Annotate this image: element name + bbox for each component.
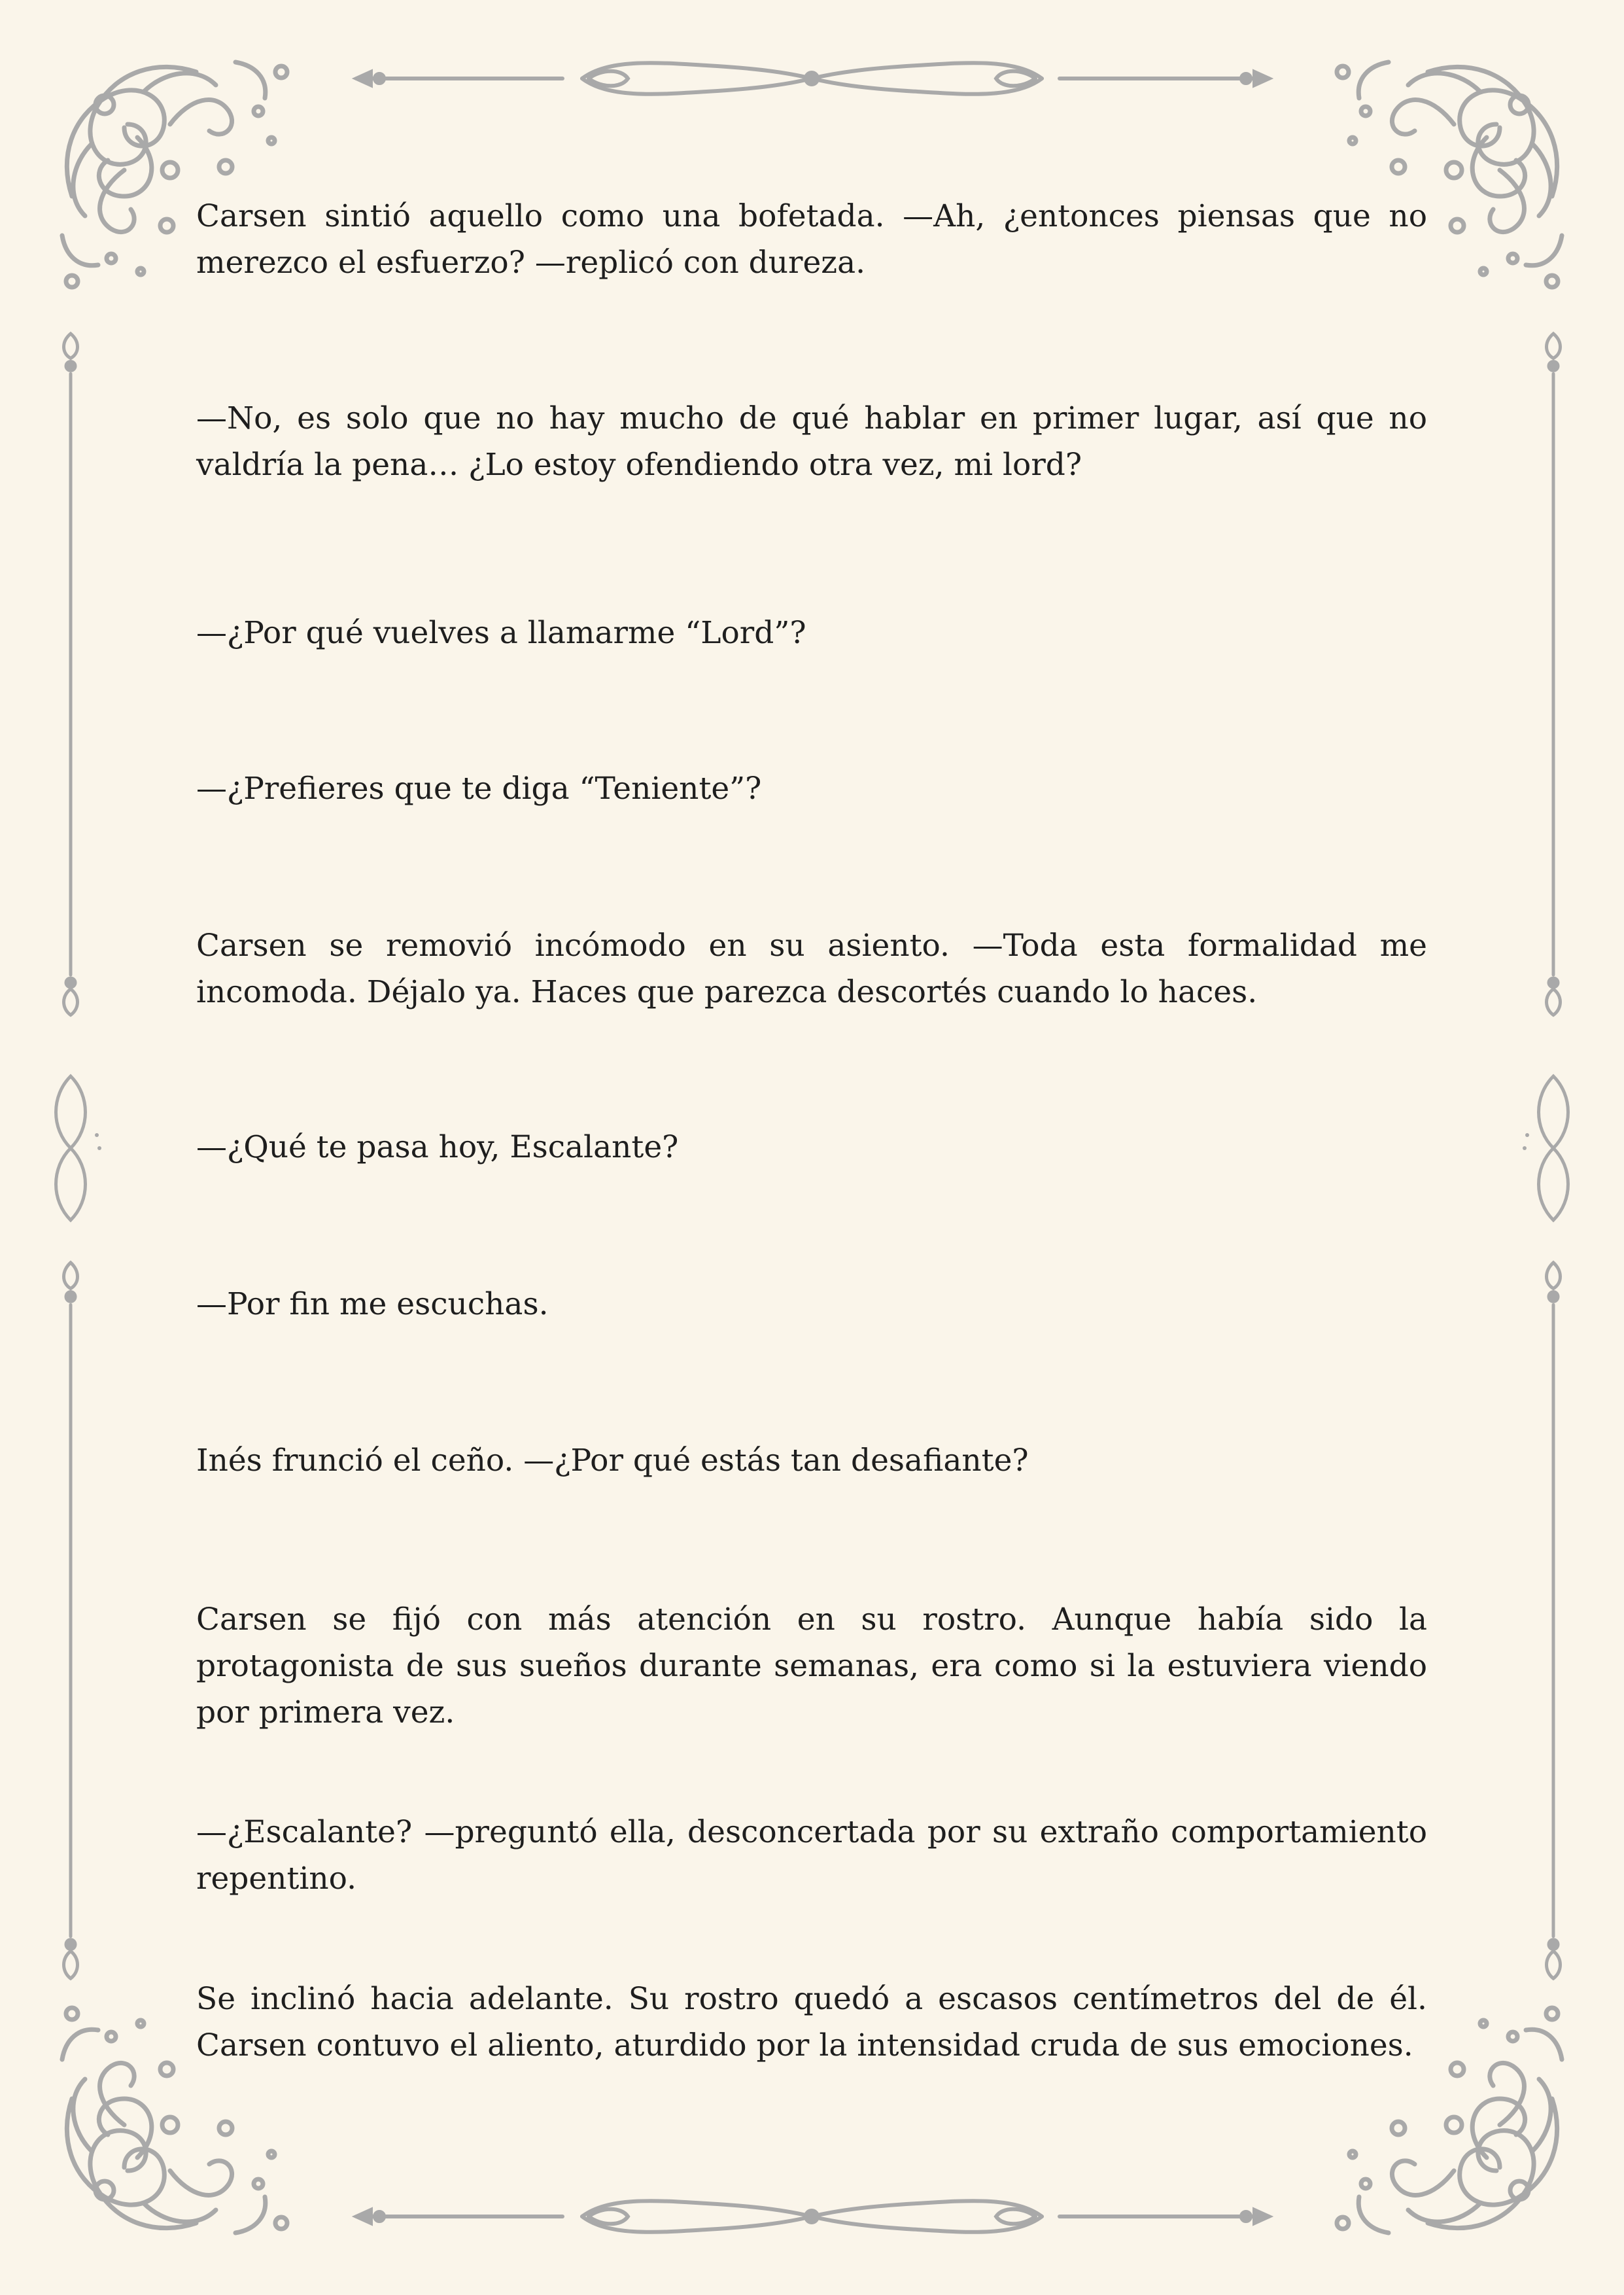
paragraph-6: —¿Qué te pasa hoy, Escalante? (196, 1129, 679, 1165)
right-infinity-ornament (1539, 1076, 1568, 1220)
left-infinity-ornament (56, 1076, 86, 1220)
right-rule-upper (1547, 334, 1561, 1015)
paragraph-2: —No, es solo que no hay mucho de qué hablar en primer lugar, así que no valdría la pena… ¿Lo estoy ofendiendo otra vez, mi lord? (196, 400, 1427, 483)
left-rule-upper (64, 334, 78, 1015)
paragraph-3: —¿Por qué vuelves a llamarme “Lord”? (196, 615, 806, 651)
paragraph-9: Carsen se fijó con más atención en su rostro. Aunque había sido la protagonista de sus sueños durante semanas, era como si la estuviera viendo por primera vez. (196, 1602, 1427, 1730)
bottom-ornament (356, 2201, 1269, 2232)
paragraph-7: —Por fin me escuchas. (196, 1286, 549, 1322)
top-ornament (356, 63, 1269, 94)
right-rule-lower (1547, 1263, 1561, 1978)
paragraph-10: —¿Escalante? —preguntó ella, desconcertada por su extraño comportamiento repentino. (196, 1814, 1427, 1897)
left-rule-lower (64, 1263, 78, 1978)
paragraph-1: Carsen sintió aquello como una bofetada. —Ah, ¿entonces piensas que no merezco el esfuerzo? —replicó con dureza. (196, 198, 1427, 281)
paragraph-8: Inés frunció el ceño. —¿Por qué estás tan desafiante? (196, 1443, 1029, 1479)
paragraph-11: Se inclinó hacia adelante. Su rostro quedó a escasos centímetros del de él. Carsen contuvo el aliento, aturdido por la intensidad cruda de sus emociones. (196, 1981, 1427, 2063)
paragraph-4: —¿Prefieres que te diga “Teniente”? (196, 771, 762, 807)
paragraph-5: Carsen se removió incómodo en su asiento. —Toda esta formalidad me incomoda. Déjalo ya. Haces que parezca descortés cuando lo haces. (196, 928, 1427, 1010)
